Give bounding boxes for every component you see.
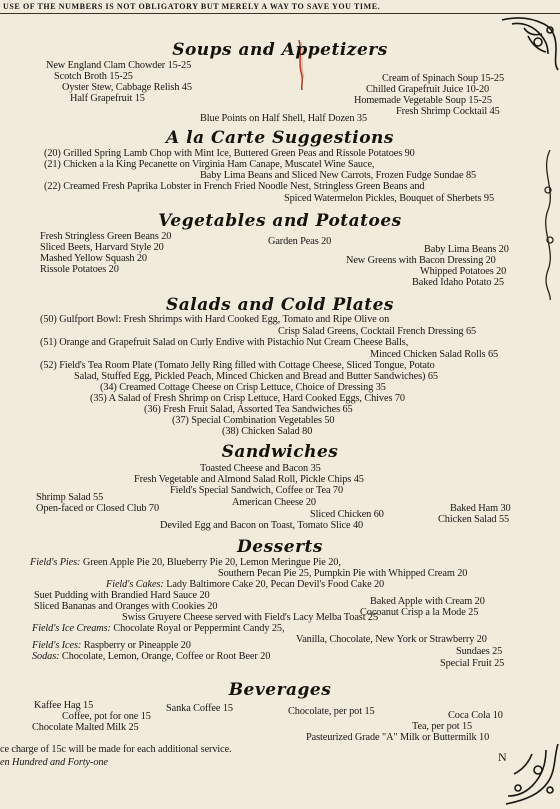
icecream-text: Chocolate Royal or Peppermint Candy 25, bbox=[113, 623, 285, 634]
menu-item: Scotch Broth 15-25 bbox=[54, 71, 133, 82]
menu-item: Fresh Stringless Green Beans 20 bbox=[40, 231, 172, 242]
menu-item: Tea, per pot 15 bbox=[412, 721, 473, 732]
menu-line: Sundaes 25 bbox=[456, 646, 503, 657]
menu-line: Baked Apple with Cream 20 bbox=[370, 596, 485, 607]
menu-item: Cream of Spinach Soup 15-25 bbox=[382, 73, 504, 84]
menu-item: Coca Cola 10 bbox=[448, 710, 503, 721]
cakes-label: Field's Cakes: bbox=[106, 579, 164, 590]
menu-item: Baked Ham 30 bbox=[450, 503, 511, 514]
alacarte-heading: A la Carte Suggestions bbox=[166, 128, 394, 148]
top-banner: USE OF THE NUMBERS IS NOT OBLIGATORY BUT MERELY A WAY TO SAVE YOU TIME. bbox=[0, 0, 560, 14]
menu-item: Deviled Egg and Bacon on Toast, Tomato Slice 40 bbox=[160, 520, 364, 531]
ices-label: Field's Ices: bbox=[32, 640, 82, 651]
menu-line: Suet Pudding with Brandied Hard Sauce 20 bbox=[34, 590, 210, 601]
menu-item: Chocolate Malted Milk 25 bbox=[32, 722, 139, 733]
menu-item: Shrimp Salad 55 bbox=[36, 492, 104, 503]
menu-item: Rissole Potatoes 20 bbox=[40, 264, 119, 275]
menu-line: (21) Chicken a la King Pecanette on Virginia Ham Canape, Muscatel Wine Sauce, bbox=[44, 159, 375, 170]
sandwiches-heading: Sandwiches bbox=[221, 442, 339, 462]
menu-line: Spiced Watermelon Pickles, Bouquet of Sherbets 95 bbox=[284, 193, 494, 204]
menu-item: Sanka Coffee 15 bbox=[166, 703, 233, 714]
menu-line: Vanilla, Chocolate, New York or Strawberry 20 bbox=[296, 634, 487, 645]
menu-item: Coffee, pot for one 15 bbox=[62, 711, 151, 722]
menu-item: Fresh Vegetable and Almond Salad Roll, Pickle Chips 45 bbox=[134, 474, 364, 485]
menu-line: Salad, Stuffed Egg, Pickled Peach, Minced Chicken and Bread and Butter Sandwiches) 65 bbox=[74, 371, 438, 382]
menu-line: Special Fruit 25 bbox=[440, 658, 505, 669]
menu-line: Sliced Bananas and Oranges with Cookies 20 bbox=[34, 601, 218, 612]
menu-line: (50) Gulfport Bowl: Fresh Shrimps with Hard Cooked Egg, Tomato and Ripe Olive on bbox=[40, 314, 390, 325]
menu-item: Whipped Potatoes 20 bbox=[420, 266, 507, 277]
sodas-label: Sodas: bbox=[32, 651, 60, 662]
menu-line: Cocoanut Crisp a la Mode 25 bbox=[360, 607, 479, 618]
menu-item: Half Grapefruit 15 bbox=[70, 93, 145, 104]
menu-item: Blue Points on Half Shell, Half Dozen 35 bbox=[200, 113, 368, 124]
menu-line: Crisp Salad Greens, Cocktail French Dressing 65 bbox=[278, 326, 477, 337]
menu-item: Chocolate, per pot 15 bbox=[288, 706, 375, 717]
menu-item: Oyster Stew, Cabbage Relish 45 bbox=[62, 82, 192, 93]
menu-line: (22) Creamed Fresh Paprika Lobster in French Fried Noodle Nest, Stringless Green Beans and bbox=[44, 181, 425, 192]
sodas-text: Chocolate, Lemon, Orange, Coffee or Root Beer 20 bbox=[61, 651, 271, 662]
menu-item: Field's Special Sandwich, Coffee or Tea 70 bbox=[170, 485, 343, 496]
menu-item: New England Clam Chowder 15-25 bbox=[46, 60, 192, 71]
corner-ornament-bottom-right-icon bbox=[498, 740, 560, 809]
menu-line: (37) Special Combination Vegetables 50 bbox=[172, 415, 335, 426]
menu-line: Southern Pecan Pie 25, Pumpkin Pie with Whipped Cream 20 bbox=[218, 568, 468, 579]
beverages-heading: Beverages bbox=[228, 680, 332, 700]
menu-item: Chicken Salad 55 bbox=[438, 514, 510, 525]
menu-line: Minced Chicken Salad Rolls 65 bbox=[370, 349, 499, 360]
menu-item: Chilled Grapefruit Juice 10-20 bbox=[366, 84, 490, 95]
vegetables-heading: Vegetables and Potatoes bbox=[158, 211, 402, 231]
ices-text: Raspberry or Pineapple 20 bbox=[83, 640, 191, 651]
menu-item: Fresh Shrimp Cocktail 45 bbox=[396, 106, 500, 117]
menu-item: Mashed Yellow Squash 20 bbox=[40, 253, 147, 264]
dessert-sodas-line bbox=[32, 651, 270, 663]
menu-item: Homemade Vegetable Soup 15-25 bbox=[354, 95, 492, 106]
menu-item: New Greens with Bacon Dressing 20 bbox=[346, 255, 496, 266]
menu-item: Garden Peas 20 bbox=[268, 236, 332, 247]
page-letter: N bbox=[498, 750, 507, 764]
menu-line: (51) Orange and Grapefruit Salad on Curly Endive with Pistachio Nut Cream Cheese Balls, bbox=[40, 337, 409, 348]
dessert-icecream-line bbox=[32, 623, 284, 635]
menu-line: (35) A Salad of Fresh Shrimp on Crisp Lettuce, Hard Cooked Eggs, Chives 70 bbox=[90, 393, 405, 404]
menu-item: Toasted Cheese and Bacon 35 bbox=[200, 463, 321, 474]
menu-item: Pasteurized Grade "A" Milk or Buttermilk 10 bbox=[306, 732, 490, 743]
pies-text: Green Apple Pie 20, Blueberry Pie 20, Lemon Meringue Pie 20, bbox=[82, 557, 341, 568]
menu-item: Sliced Chicken 60 bbox=[310, 509, 384, 520]
cakes-text: Lady Baltimore Cake 20, Pecan Devil's Food Cake 20 bbox=[166, 579, 385, 590]
menu-item: American Cheese 20 bbox=[232, 497, 316, 508]
service-charge-note: ce charge of 15c will be made for each additional service. bbox=[0, 744, 232, 755]
menu-item: Kaffee Hag 15 bbox=[34, 700, 94, 711]
desserts-heading: Desserts bbox=[237, 537, 323, 557]
pies-label: Field's Pies: bbox=[30, 557, 81, 568]
menu-line: Swiss Gruyere Cheese served with Field's Lacy Melba Toast 25 bbox=[122, 612, 379, 623]
menu-line: Baby Lima Beans and Sliced New Carrots, Frozen Fudge Sundae 85 bbox=[200, 170, 477, 181]
menu-line: (52) Field's Tea Room Plate (Tomato Jelly Ring filled with Cottage Cheese, Sliced Tongue, Potato bbox=[40, 360, 435, 371]
menu-item: Sliced Beets, Harvard Style 20 bbox=[40, 242, 164, 253]
year-line: en Hundred and Forty-one bbox=[0, 757, 108, 768]
menu-item: Baby Lima Beans 20 bbox=[424, 244, 509, 255]
menu-item: Baked Idaho Potato 25 bbox=[412, 277, 504, 288]
menu-line: (20) Grilled Spring Lamb Chop with Mint Ice, Buttered Green Peas and Rissole Potatoes 90 bbox=[44, 148, 415, 159]
salads-heading: Salads and Cold Plates bbox=[166, 295, 394, 315]
menu-line: (34) Creamed Cottage Cheese on Crisp Lettuce, Choice of Dressing 35 bbox=[100, 382, 386, 393]
soups-heading: Soups and Appetizers bbox=[172, 40, 388, 60]
menu-item: Open-faced or Closed Club 70 bbox=[36, 503, 160, 514]
icecream-label: Field's Ice Creams: bbox=[32, 623, 111, 634]
menu-line: (38) Chicken Salad 80 bbox=[222, 426, 313, 437]
menu-line: (36) Fresh Fruit Salad, Assorted Tea Sandwiches 65 bbox=[144, 404, 353, 415]
